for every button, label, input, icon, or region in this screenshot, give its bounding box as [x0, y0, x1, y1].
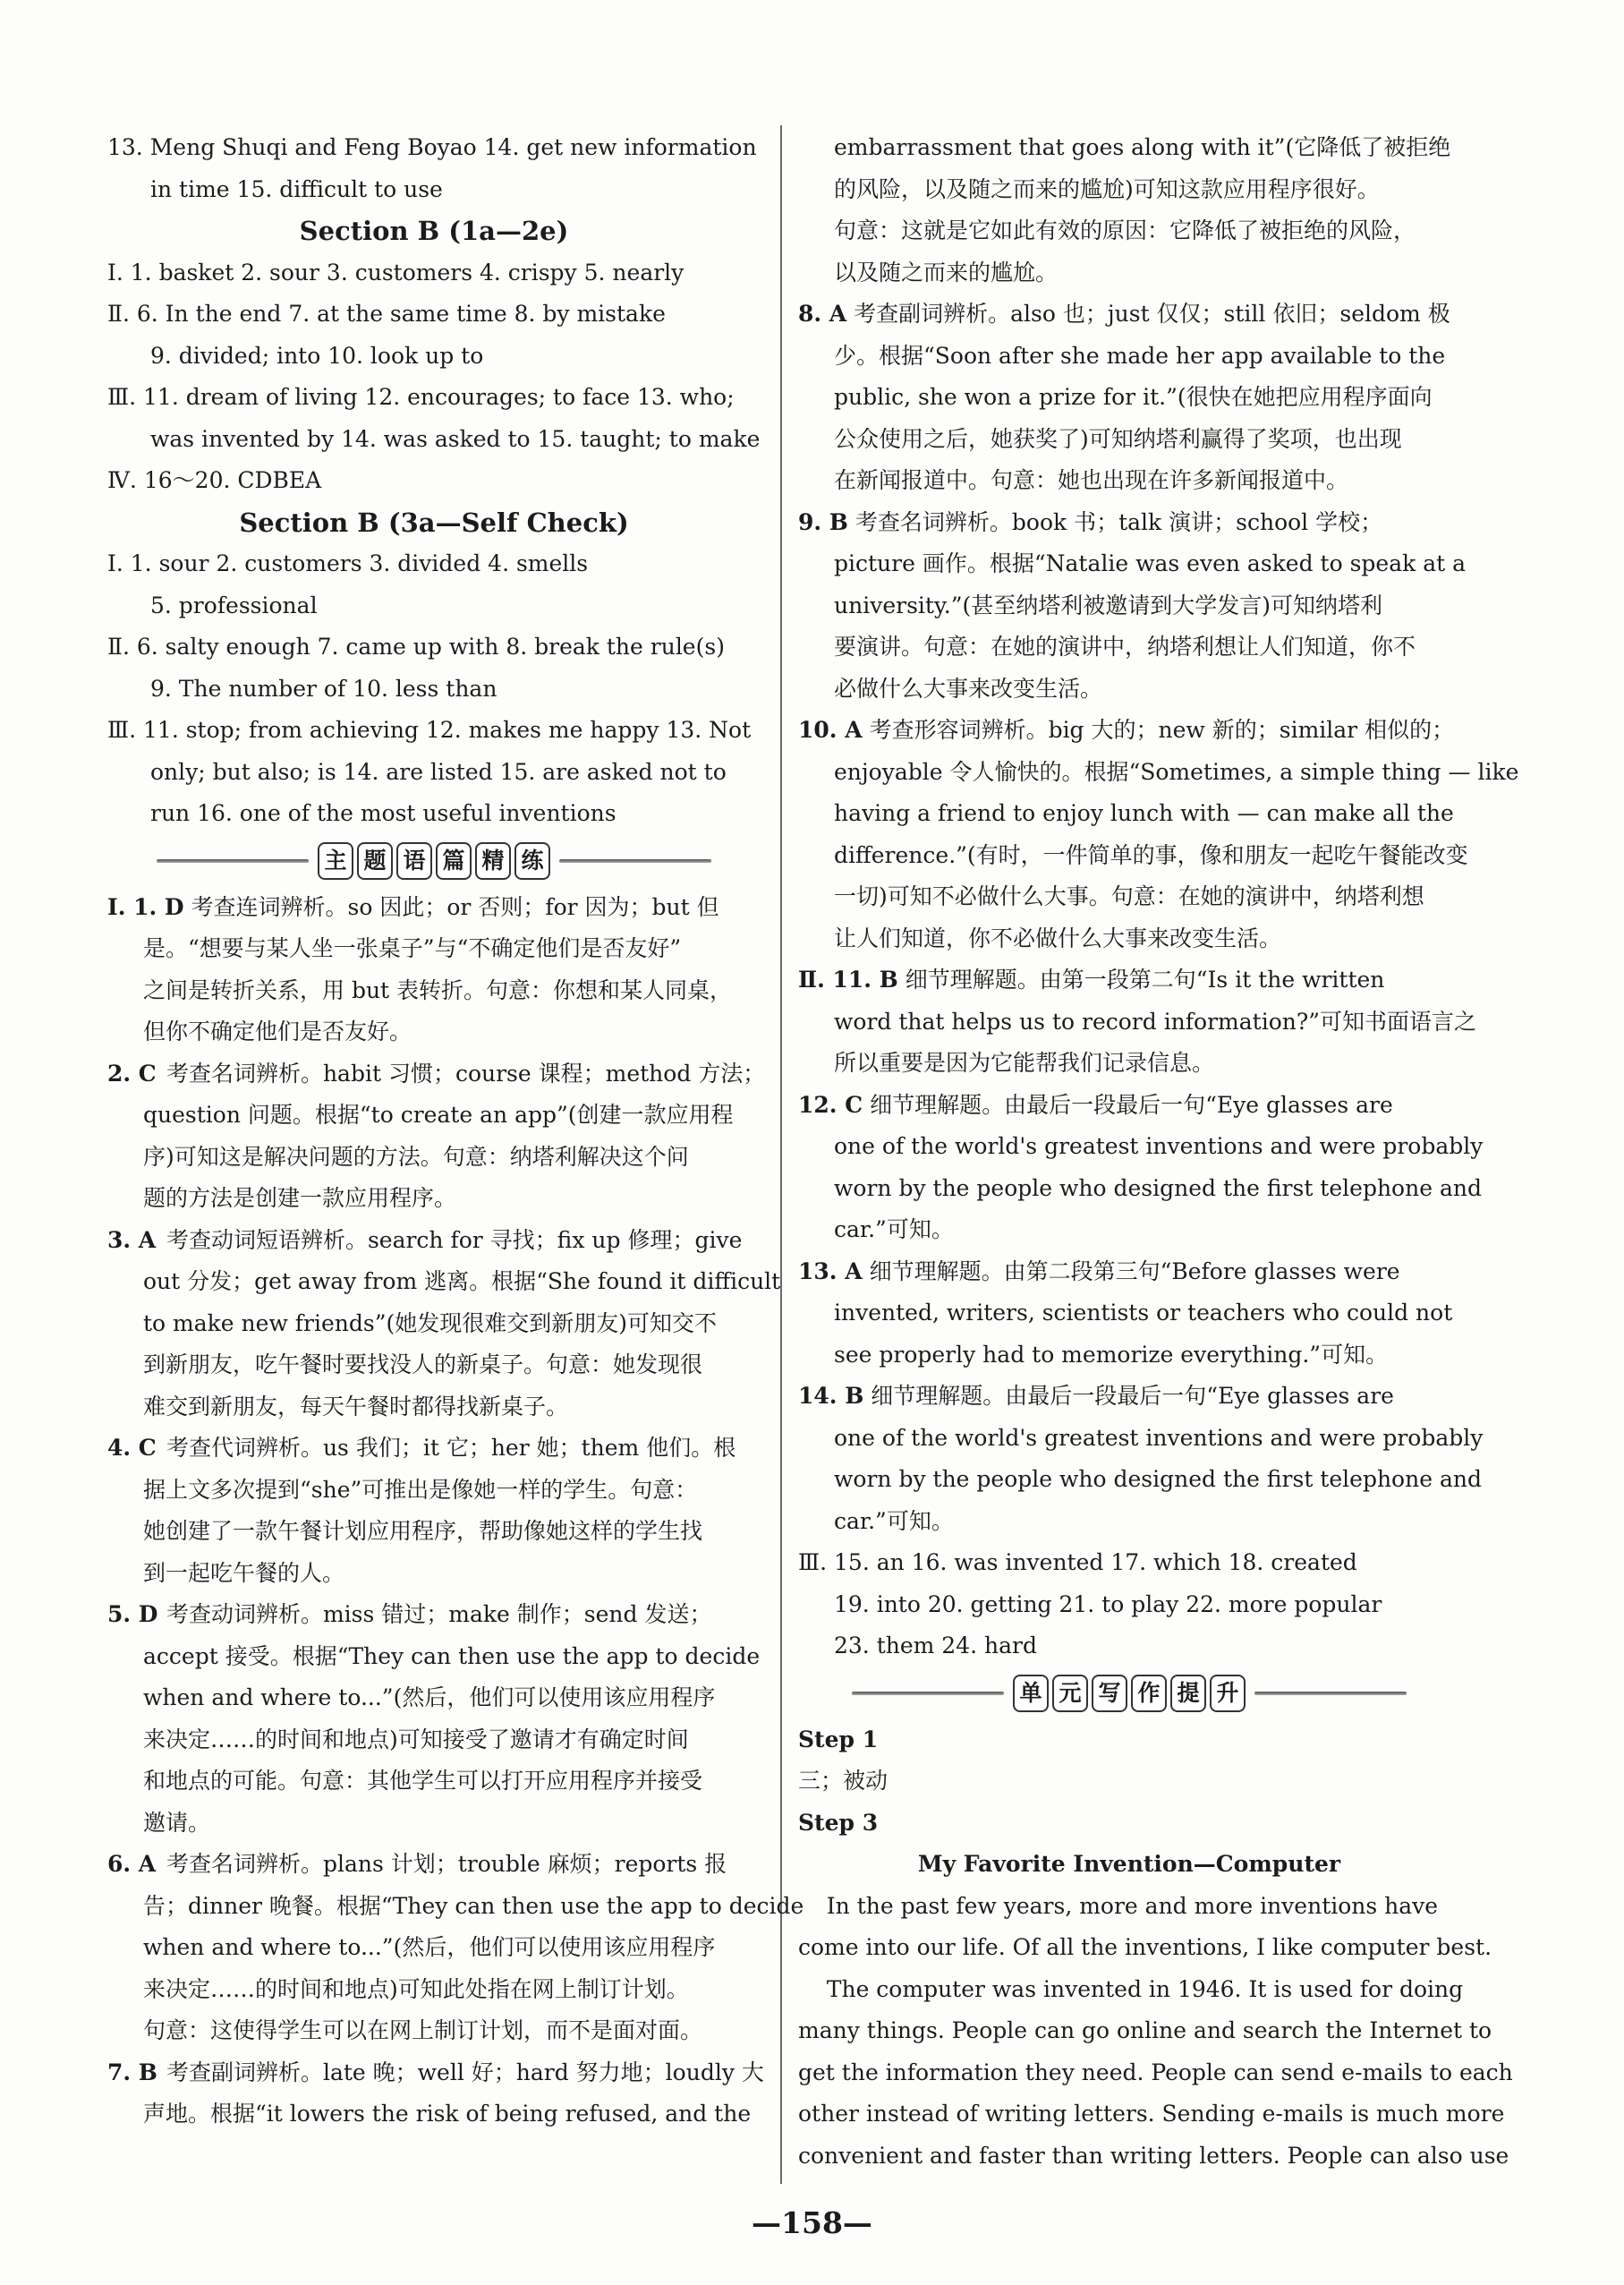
- explanation-text: 考查动词辨析。miss 错过；make 制作；send 发送；: [166, 1601, 712, 1627]
- banner-rule: [1254, 1692, 1407, 1695]
- explanation-line: [798, 502, 1460, 544]
- explanation-text: 细节理解题。由第二段第三句“Before glasses were: [869, 1258, 1400, 1284]
- explanation-text: 考查连词辨析。so 因此；or 否则；for 因为；but 但: [191, 893, 719, 920]
- essay-title: My Favorite Invention—Computer: [917, 1851, 1341, 1877]
- question-label: 10. A: [798, 717, 863, 743]
- explanation-line: question 问题。根据“to create an app”(创建一款应用程: [143, 1102, 734, 1128]
- explanation-line: public, she won a prize for it.”(很快在她把应用程序面向: [834, 384, 1433, 410]
- question-label: 6. A: [107, 1851, 157, 1877]
- explanation-line: difference.”(有时，一件简单的事，像和朋友一起吃午餐能改变: [834, 841, 1468, 868]
- explanation-line: [798, 1085, 1460, 1127]
- section-title: Section B (1a—2e): [299, 216, 569, 246]
- explanation-text: 考查形容词辨析。big 大的；new 新的；similar 相似的；: [869, 717, 1455, 743]
- question-label: 14. B: [798, 1383, 864, 1409]
- banner-char: 升: [1210, 1675, 1246, 1712]
- banner-char: 练: [514, 842, 550, 880]
- explanation-line: [798, 1376, 1460, 1418]
- question-label: 9. B: [798, 508, 848, 535]
- banner-char: 主: [318, 842, 353, 880]
- question-label: 13. A: [798, 1258, 863, 1284]
- explanation-line: 所以重要是因为它能帮我们记录信息。: [834, 1050, 1215, 1076]
- question-label: 5. D: [107, 1601, 158, 1627]
- step-label: Step 1: [798, 1726, 879, 1752]
- explanation-text: 考查名词辨析。book 书；talk 演讲；school 学校；: [855, 508, 1383, 535]
- explanation-line: 一切)可知不必做什么大事。句意：在她的演讲中，纳塔利想: [834, 883, 1424, 909]
- explanation-line: [107, 1053, 766, 1096]
- explanation-line: 要演讲。句意：在她的演讲中，纳塔利想让人们知道，你不: [834, 634, 1416, 660]
- banner-char: 写: [1092, 1675, 1127, 1712]
- explanation-line: when and where to...”(然后，他们可以使用该应用程序: [143, 1934, 716, 1960]
- banner-char: 题: [357, 842, 393, 880]
- explanation-text: 考查名词辨析。habit 习惯；course 课程；method 方法；: [166, 1060, 766, 1087]
- explanation-line: [107, 887, 761, 929]
- banner-char: 提: [1170, 1675, 1206, 1712]
- explanation-line: 公众使用之后，她获奖了)可知纳塔利赢得了奖项，也出现: [834, 425, 1402, 452]
- step-label: Step 3: [798, 1809, 879, 1836]
- question-label: Ⅱ. 11. B: [798, 967, 898, 993]
- answer-line: 23. them 24. hard: [834, 1633, 1037, 1658]
- explanation-text: 考查副词辨析。late 晚；well 好；hard 努力地；loudly 大: [166, 2059, 764, 2085]
- answer-line: 19. into 20. getting 21. to play 22. more popular: [834, 1590, 1382, 1617]
- explanation-line: 声地。根据“it lowers the risk of being refused, and the: [143, 2101, 752, 2127]
- explanation-line: 难交到新朋友，每天午餐时都得找新桌子。: [143, 1393, 569, 1420]
- explanation-line: 但你不确定他们是否友好。: [143, 1019, 412, 1044]
- explanation-line: [107, 2052, 764, 2094]
- answer-line: 9. divided; into 10. look up to: [150, 342, 484, 369]
- question-label: 12. C: [798, 1091, 863, 1118]
- essay-line: convenient and faster than writing letters. People can also use: [798, 2142, 1509, 2169]
- question-label: 3. A: [107, 1226, 157, 1253]
- explanation-line: [798, 959, 1460, 1002]
- explanation-line: [798, 710, 1460, 752]
- answer-line: was invented by 14. was asked to 15. taught; to make: [150, 425, 761, 452]
- explanation-line: out 分发；get away from 逃离。根据“She found it difficult: [143, 1268, 781, 1294]
- explanation-text: 考查副词辨析。also 也；just 仅仅；still 依旧；seldom 极: [854, 301, 1450, 327]
- banner-theme-reading: [107, 837, 761, 885]
- explanation-line: 和地点的可能。句意：其他学生可以打开应用程序并接受: [143, 1768, 703, 1794]
- banner-char: 精: [475, 842, 511, 880]
- explanation-line: word that helps us to record information?”可知书面语言之: [834, 1008, 1477, 1035]
- answer-line: run 16. one of the most useful inventions: [150, 800, 616, 826]
- explanation-line: see properly had to memorize everything.”可知。: [834, 1341, 1389, 1368]
- explanation-line: to make new friends”(她发现很难交到新朋友)可知交不: [143, 1309, 718, 1336]
- answer-line: Ⅲ. 11. dream of living 12. encourages; to face 13. who;: [107, 384, 735, 410]
- explanation-line: 来决定……的时间和地点)可知接受了邀请才有确定时间: [143, 1726, 689, 1752]
- banner-rule: [559, 859, 711, 863]
- left-column: [107, 127, 804, 2136]
- explanation-line: university.”(甚至纳塔利被邀请到大学发言)可知纳塔利: [834, 592, 1382, 618]
- banner-rule: [157, 859, 309, 863]
- answer-line: Ⅱ. 6. In the end 7. at the same time 8. by mistake: [107, 301, 666, 327]
- explanation-line: [798, 1251, 1460, 1293]
- banner-char: 作: [1131, 1675, 1167, 1712]
- answer-line: Ⅳ. 16～20. CDBEA: [107, 467, 322, 493]
- banner-char: 篇: [436, 842, 472, 880]
- answer-line: 5. professional: [150, 592, 318, 618]
- section-title: Section B (3a—Self Check): [239, 507, 629, 538]
- explanation-text: 细节理解题。由最后一段最后一句“Eye glasses are: [871, 1383, 1394, 1409]
- explanation-line: 以及随之而来的尴尬。: [834, 259, 1059, 286]
- explanation-line: one of the world's greatest inventions and were probably: [834, 1424, 1484, 1451]
- banner-char: 元: [1052, 1675, 1088, 1712]
- explanation-line: enjoyable 令人愉快的。根据“Sometimes, a simple thing — like: [834, 758, 1519, 785]
- explanation-line: 到一起吃午餐的人。: [143, 1559, 345, 1586]
- explanation-line: car.”可知。: [834, 1507, 954, 1534]
- question-label: 2. C: [107, 1060, 157, 1087]
- essay-line: The computer was invented in 1946. It is used for doing: [798, 1975, 1464, 2002]
- explanation-line: [107, 1428, 761, 1470]
- explanation-line: invented, writers, scientists or teachers who could not: [834, 1300, 1453, 1326]
- explanation-line: 来决定……的时间和地点)可知此处指在网上制订计划。: [143, 1975, 689, 2002]
- explanation-line: car.”可知。: [834, 1216, 954, 1242]
- column-divider: [780, 125, 782, 2184]
- explanation-line: 之间是转折关系，用 but 表转折。句意：你想和某人同桌，: [143, 976, 733, 1003]
- explanation-line: one of the world's greatest inventions and were probably: [834, 1133, 1484, 1159]
- explanation-text: 考查名词辨析。plans 计划；trouble 麻烦；reports 报: [166, 1851, 727, 1877]
- explanation-line: [798, 294, 1460, 336]
- explanation-line: worn by the people who designed the first telephone and: [834, 1174, 1482, 1201]
- essay-line: In the past few years, more and more inventions have: [798, 1892, 1439, 1919]
- explanation-line: embarrassment that goes along with it”(它降低了被拒绝: [834, 134, 1451, 160]
- answer-line: 13. Meng Shuqi and Feng Boyao 14. get new information: [107, 134, 757, 160]
- answer-line: only; but also; is 14. are listed 15. are asked not to: [150, 758, 727, 785]
- explanation-line: 让人们知道，你不必做什么大事来改变生活。: [834, 925, 1282, 951]
- explanation-line: 必做什么大事来改变生活。: [834, 675, 1103, 702]
- banner-char: 单: [1013, 1675, 1049, 1712]
- explanation-text: 考查动词短语辨析。search for 寻找；fix up 修理；give: [166, 1226, 743, 1253]
- banner-unit-writing: [798, 1669, 1460, 1718]
- explanation-line: 序)可知这是解决问题的方法。句意：纳塔利解决这个问: [143, 1143, 689, 1170]
- explanation-line: picture 画作。根据“Natalie was even asked to speak at a: [834, 550, 1467, 576]
- answer-line: Ⅲ. 11. stop; from achieving 12. makes me happy 13. Not: [107, 717, 752, 743]
- explanation-line: 是。“想要与某人坐一张桌子”与“不确定他们是否友好”: [143, 935, 682, 961]
- explanation-text: 细节理解题。由第一段第二句“Is it the written: [905, 967, 1385, 993]
- answer-line: Ⅲ. 15. an 16. was invented 17. which 18. created: [798, 1549, 1357, 1575]
- explanation-line: 在新闻报道中。句意：她也出现在许多新闻报道中。: [834, 467, 1349, 493]
- explanation-line: 句意：这就是它如此有效的原因：它降低了被拒绝的风险，: [834, 217, 1416, 243]
- banner-char: 语: [396, 842, 432, 880]
- explanation-line: having a friend to enjoy lunch with — can make all the: [834, 800, 1454, 826]
- explanation-line: 告；dinner 晚餐。根据“They can then use the app to decide: [143, 1892, 804, 1919]
- explanation-line: [107, 1220, 761, 1262]
- essay-line: get the information they need. People can send e-mails to each: [798, 2059, 1513, 2085]
- explanation-line: 少。根据“Soon after she made her app available to the: [834, 342, 1446, 369]
- question-label: 8. A: [798, 301, 847, 327]
- explanation-line: 到新朋友，吃午餐时要找没人的新桌子。句意：她发现很: [143, 1351, 703, 1377]
- explanation-line: 她创建了一款午餐计划应用程序，帮助像她这样的学生找: [143, 1518, 703, 1544]
- explanation-text: 考查代词辨析。us 我们；it 它；her 她；them 他们。根: [166, 1435, 736, 1461]
- answer-line: Ⅱ. 6. salty enough 7. came up with 8. break the rule(s): [107, 634, 725, 660]
- explanation-line: worn by the people who designed the first telephone and: [834, 1466, 1482, 1492]
- right-column: [798, 127, 1519, 2177]
- explanation-line: accept 接受。根据“They can then use the app to decide: [143, 1642, 761, 1669]
- question-label: 7. B: [107, 2059, 157, 2085]
- explanation-text: 细节理解题。由最后一段最后一句“Eye glasses are: [870, 1091, 1393, 1118]
- explanation-line: [107, 1844, 761, 1886]
- banner-rule: [852, 1692, 1004, 1695]
- answer-line: 9. The number of 10. less than: [150, 675, 497, 702]
- explanation-line: [107, 1594, 761, 1636]
- essay-line: come into our life. Of all the inventions, I like computer best.: [798, 1934, 1492, 1960]
- page-number: —158—: [752, 2205, 872, 2240]
- explanation-line: when and where to...”(然后，他们可以使用该应用程序: [143, 1684, 716, 1710]
- answer-line: Ⅰ. 1. basket 2. sour 3. customers 4. crispy 5. nearly: [107, 259, 684, 286]
- explanation-line: 句意：这使得学生可以在网上制订计划，而不是面对面。: [143, 2017, 703, 2043]
- answer-line: in time 15. difficult to use: [150, 175, 443, 202]
- essay-line: many things. People can go online and search the Internet to: [798, 2017, 1492, 2043]
- essay-line: other instead of writing letters. Sending e-mails is much more: [798, 2101, 1505, 2127]
- question-label: 4. C: [107, 1435, 157, 1461]
- question-label: Ⅰ. 1. D: [107, 893, 184, 920]
- explanation-line: 题的方法是创建一款应用程序。: [143, 1185, 457, 1211]
- step-text: 三；被动: [798, 1768, 889, 1794]
- explanation-line: 的风险，以及随之而来的尴尬)可知这款应用程序很好。: [834, 175, 1380, 202]
- explanation-line: 据上文多次提到“she”可推出是像她一样的学生。句意：: [143, 1476, 698, 1503]
- explanation-line: 邀请。: [143, 1809, 211, 1836]
- answer-line: Ⅰ. 1. sour 2. customers 3. divided 4. smells: [107, 550, 589, 576]
